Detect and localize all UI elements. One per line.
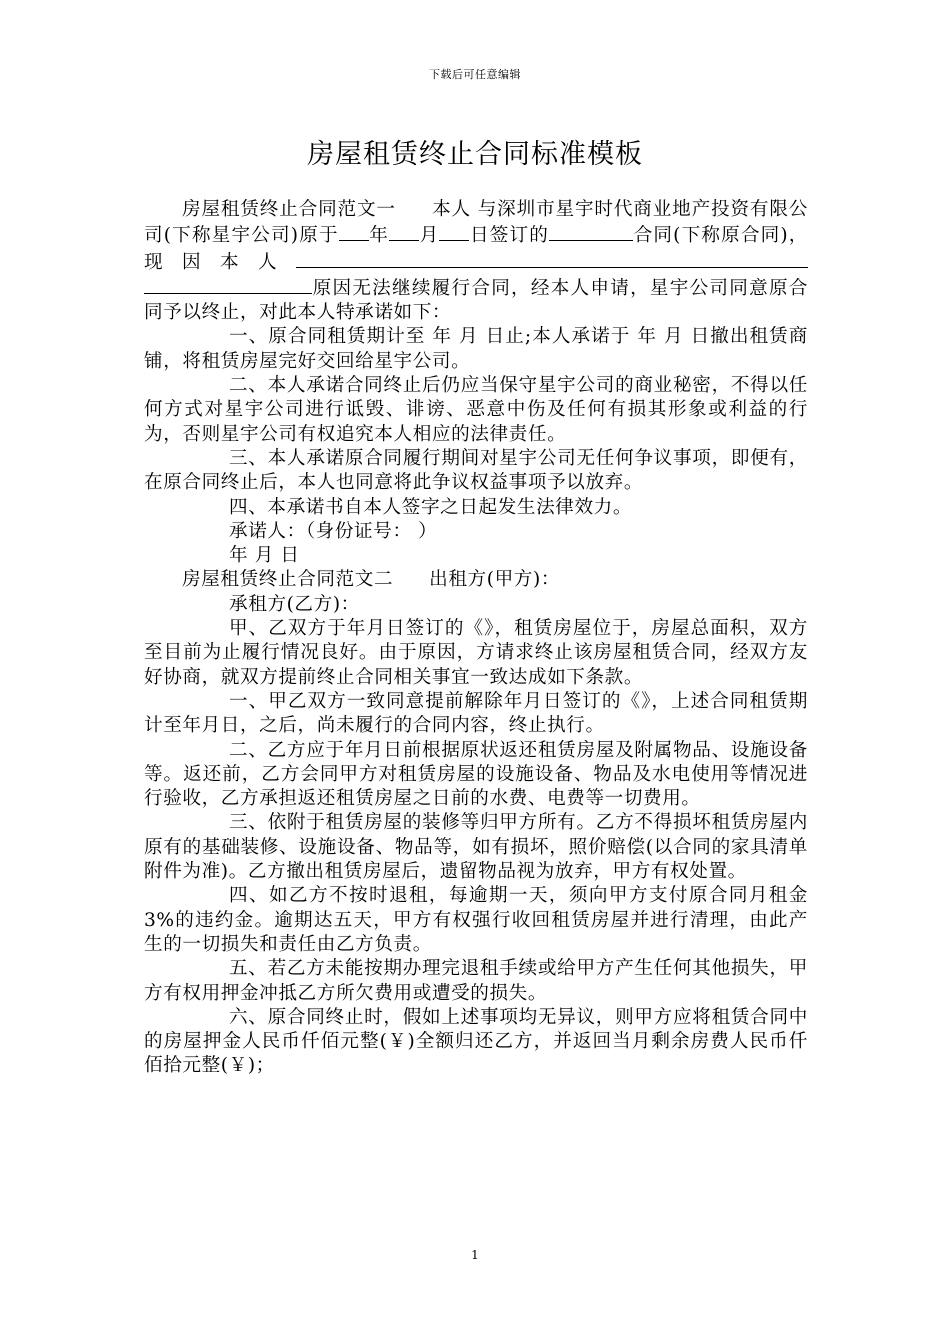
blank-reason bbox=[296, 249, 808, 268]
document-title: 房屋租赁终止合同标准模板 bbox=[307, 139, 643, 170]
blank-reason-cont bbox=[144, 275, 312, 294]
part1-intro-a: 本人 与深圳市星宇时代商业地产投资有限公司(下称星宇公司)原于 bbox=[144, 199, 808, 247]
part2-clause2: 二、乙方应于年月日前根据原状返还租赁房屋及附属物品、设施设备等。返还前，乙方会同甲方对租赁房屋的设施设备、物品及水电使用等情况进行验收，乙方承担返还租赁房屋之日前的水费、电费等一切费用。 bbox=[144, 739, 808, 810]
document-body bbox=[144, 198, 808, 1079]
part2-clause3: 三、依附于租赁房屋的装修等归甲方所有。乙方不得损坏租赁房屋内原有的基础装修、设施设备、物品等，如有损坏，照价赔偿(以合同的家具清单附件为准)。乙方撤出租赁房屋后，遗留物品视为放弃，甲方有权处置。 bbox=[144, 812, 808, 883]
part2-lead: 房屋租赁终止合同范文二 bbox=[182, 569, 394, 591]
part1-clause1: 一、原合同租赁期计至 年 月 日止;本人承诺于 年 月 日撤出租赁商铺，将租赁房屋完好交回给星宇公司。 bbox=[144, 326, 808, 372]
blank-month bbox=[389, 222, 419, 241]
part1-signer: 承诺人：（身份证号： ） bbox=[229, 520, 438, 542]
part1-date: 年 月 日 bbox=[229, 545, 300, 567]
part2-clause1: 一、甲乙双方一致同意提前解除年月日签订的《》，上述合同租赁期计至年月日，之后，尚未履行的合同内容，终止执行。 bbox=[144, 690, 808, 737]
part1-lead: 房屋租赁终止合同范文一 bbox=[182, 199, 396, 220]
part1-intro-b: 合同(下称原合同)，现因本人 bbox=[144, 225, 809, 273]
blank-year bbox=[339, 222, 369, 241]
page-number: 1 bbox=[471, 1248, 479, 1262]
label-month: 月 bbox=[419, 225, 440, 247]
part1-clause2: 二、本人承诺合同终止后仍应当保守星宇公司的商业秘密，不得以任何方式对星宇公司进行诋毁、诽谤、恶意中伤及任何有损其形象或利益的行为，否则星宇公司有权追究本人相应的法律责任。 bbox=[144, 375, 808, 445]
blank-day bbox=[439, 222, 469, 241]
label-year: 年 bbox=[368, 225, 390, 247]
label-day-signed: 日签订的 bbox=[469, 225, 550, 247]
part2-clause5: 五、若乙方未能按期办理完退租手续或给甲方产生任何其他损失，甲方有权用押金冲抵乙方所欠费用或遭受的损失。 bbox=[144, 958, 808, 1004]
part1-intro bbox=[144, 198, 808, 325]
part1-clause4: 四、本承诺书自本人签字之日起发生法律效力。 bbox=[229, 496, 633, 518]
part2-lessee: 承租方(乙方)： bbox=[229, 593, 360, 615]
part2-lessor: 出租方(甲方)： bbox=[429, 569, 561, 591]
blank-contract-name bbox=[549, 222, 633, 241]
part2-header bbox=[144, 568, 808, 592]
part1-intro-c: 原因无法继续履行合同，经本人申请，星宇公司同意原合同予以终止，对此本人特承诺如下： bbox=[144, 277, 808, 324]
part1-clause3: 三、本人承诺原合同履行期间对星宇公司无任何争议事项，即便有，在原合同终止后，本人也同意将此争议权益事项予以放弃。 bbox=[144, 447, 808, 494]
part2-p1: 甲、乙双方于年月日签订的《》，租赁房屋位于，房屋总面积，双方至目前为止履行情况良好。由于原因，方请求终止该房屋租赁合同，经双方友好协商，就双方提前终止合同相关事宜一致达成如下条款。 bbox=[144, 618, 808, 688]
page-header-note: 下载后可任意编辑 bbox=[429, 68, 521, 81]
part2-clause4: 四、如乙方不按时退租，每逾期一天，须向甲方支付原合同月租金 3%的违约金。逾期达五天，甲方有权强行收回租赁房屋并进行清理，由此产生的一切损失和责任由乙方负责。 bbox=[144, 885, 808, 955]
part2-clause6: 六、原合同终止时，假如上述事项均无异议，则甲方应将租赁合同中的房屋押金人民币仟佰元整(￥)全额归还乙方，并返回当月剩余房费人民币仟佰拾元整(￥)； bbox=[144, 1006, 808, 1077]
